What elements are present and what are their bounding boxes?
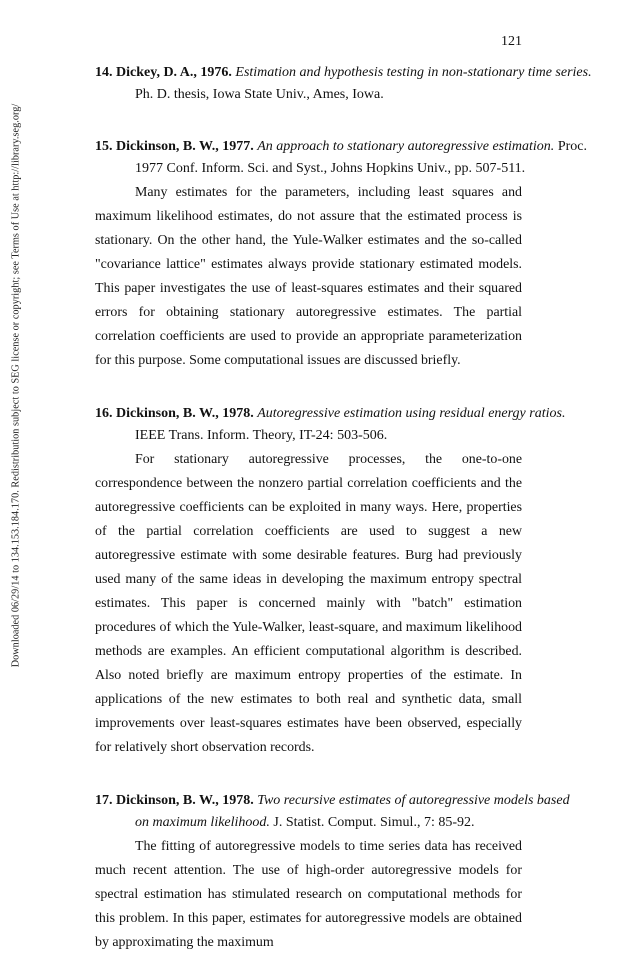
entry-title: An approach to stationary autoregressive estimation. <box>257 139 555 154</box>
reference-line <box>95 403 566 425</box>
entry-number: 14. <box>95 65 113 80</box>
entry-author: Dickey, D. A., <box>116 65 197 80</box>
bibliography-entry-16 <box>95 403 566 760</box>
download-notice: Downloaded 06/29/14 to 134.153.184.170. Redistribution subject to SEG license or copyright; see Terms of Use at http://library.seg.org/ <box>10 103 22 668</box>
entry-number: 15. <box>95 139 113 154</box>
bibliography-list <box>95 62 592 955</box>
entry-title: Autoregressive estimation using residual energy ratios. <box>257 406 566 421</box>
entry-source: IEEE Trans. Inform. Theory, IT-24: 503-506. <box>135 428 388 443</box>
entry-source: Ph. D. thesis, Iowa State Univ., Ames, Iowa. <box>135 87 384 102</box>
entry-title-continuation: on maximum likelihood. <box>135 815 270 830</box>
entry-abstract: Many estimates for the parameters, including least squares and maximum likelihood estimates, do not assure that the estimated process is stationary. On the other hand, the Yule-Walker estimates and the so-called "covariance lattice" estimates always provide stationary estimated models. This paper investigates the use of least-squares estimates and their squared errors for obtaining stationary autoregressive estimates. The partial correlation coefficients are used to provide an appropriate parameterization for this purpose. Some computational issues are discussed briefly. <box>95 185 522 368</box>
entry-author: Dickinson, B. W., <box>116 406 219 421</box>
bibliography-entry-14 <box>95 62 592 106</box>
entry-year: 1978. <box>222 793 254 808</box>
entry-author: Dickinson, B. W., <box>116 139 219 154</box>
page-number: 121 <box>501 34 522 49</box>
reference-line <box>95 136 587 158</box>
bibliography-entry-17 <box>95 790 570 955</box>
entry-number: 17. <box>95 793 113 808</box>
entry-source: 1977 Conf. Inform. Sci. and Syst., Johns Hopkins Univ., pp. 507-511. <box>135 161 526 176</box>
entry-abstract: The fitting of autoregressive models to time series data has received much recent attention. The use of high-order autoregressive models for spectral estimation has stimulated research on computational methods for this problem. In this paper, estimates for autoregressive models are obtained by approximating the maximum <box>95 839 522 950</box>
entry-abstract: For stationary autoregressive processes, the one-to-one correspondence between the nonzero partial correlation coefficients and the autoregressive coefficients can be exploited in many ways. Here, properties of the partial correlation coefficients are used to suggest a new autoregressive estimate with some desirable features. Burg had previously used many of the same ideas in developing the maximum entropy spectral estimates. This paper is concerned mainly with "batch" estimation procedures of which the Yule-Walker, least-square, and maximum likelihood methods are examples. An efficient computational algorithm is described. Also noted briefly are maximum entropy properties of the estimate. In applications of the new estimates to both real and synthetic data, small improvements over least-squares estimates have been observed, especially for relatively short observation records. <box>95 452 522 755</box>
bibliography-entry-15 <box>95 136 587 373</box>
entry-year: 1978. <box>222 406 254 421</box>
entry-author: Dickinson, B. W., <box>116 793 219 808</box>
reference-line <box>95 790 570 812</box>
entry-number: 16. <box>95 406 113 421</box>
reference-line <box>95 62 592 84</box>
entry-title: Estimation and hypothesis testing in non-stationary time series. <box>235 65 592 80</box>
entry-source-text: J. Statist. Comput. Simul., 7: 85-92. <box>273 815 475 830</box>
entry-source-start: Proc. <box>557 139 587 154</box>
entry-source <box>95 812 522 834</box>
entry-title: Two recursive estimates of autoregressive models based <box>257 793 570 808</box>
entry-year: 1976. <box>200 65 232 80</box>
entry-year: 1977. <box>222 139 254 154</box>
